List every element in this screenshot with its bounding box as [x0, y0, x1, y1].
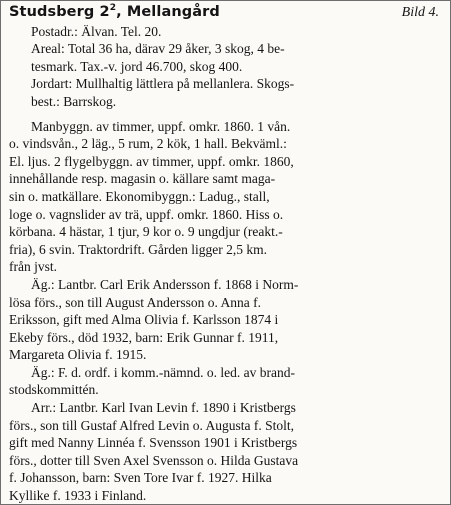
text-line: Eriksson, gift med Alma Olivia f. Karlsson 1874 i — [9, 312, 279, 328]
text-line: Ekeby förs., död 1932, barn: Erik Gunnar f. 1911, — [9, 329, 279, 345]
owner-paragraph — [9, 276, 442, 364]
text-line: från jvst. — [9, 259, 57, 275]
text-line: Areal: Total 36 ha, därav 29 åker, 3 skog, 4 be- — [31, 41, 285, 57]
text-line: Arr.: Lantbr. Karl Ivan Levin f. 1890 i Kristbergs — [31, 400, 296, 416]
soil-paragraph — [9, 75, 442, 110]
text-line: förs., dotter till Sven Axel Svensson o. Hilda Gustava — [9, 452, 299, 468]
text-line: innehållande resp. magasin o. källare samt maga- — [9, 171, 276, 187]
text-line: o. vindsvån., 2 läg., 5 rum, 2 kök, 1 hall. Bekväml.: — [9, 136, 287, 152]
owner-offices-paragraph — [9, 364, 442, 399]
title-superscript: 2 — [109, 3, 117, 14]
text-line: tesmark. Tax.-v. jord 46.700, skog 400. — [31, 58, 243, 74]
text-line: körbana. 4 hästar, 1 tjur, 9 kor o. 9 ungdjur (reakt.- — [9, 224, 283, 240]
entry-title — [9, 4, 220, 22]
text-line: gift med Nanny Linnéa f. Svensson 1901 i Kristbergs — [9, 435, 298, 451]
text-line: förs., son till Gustaf Alfred Levin o. Augusta f. Stolt, — [9, 417, 294, 433]
text-line: sin o. matkällare. Ekonomibyggn.: Ladug., stall, — [9, 188, 270, 204]
entry-header — [9, 4, 442, 22]
area-paragraph — [9, 40, 442, 75]
tenant-paragraph — [9, 399, 442, 505]
text-line: Margareta Olivia f. 1915. — [9, 347, 147, 363]
text-line: f. Johansson, barn: Sven Tore Ivar f. 1927. Hilka — [9, 470, 272, 486]
postal-address — [9, 23, 442, 41]
text-line: stodskommittén. — [9, 382, 99, 398]
text-line: Jordart: Mullhaltig lättlera på mellanlera. Skogs- — [31, 76, 295, 92]
text-line: Kyllike f. 1933 i Finland. — [9, 488, 147, 504]
text-line: Äg.: F. d. ordf. i komm.-nämnd. o. led. av brand- — [31, 364, 296, 380]
text-line: El. ljus. 2 flygelbyggn. av timmer, uppf. omkr. 1860, — [9, 153, 294, 169]
picture-reference: Bild 4. — [401, 5, 439, 20]
title-name: Studsberg 2 — [9, 4, 110, 20]
text-line: Äg.: Lantbr. Carl Erik Andersson f. 1868 i Norm- — [31, 276, 299, 292]
text-line: fria), 6 svin. Traktordrift. Gården ligger 2,5 km. — [9, 241, 267, 257]
text-line: lösa förs., son till August Andersson o. Anna f. — [9, 294, 261, 310]
text-line: loge o. vagnslider av trä, uppf. omkr. 1860. Hiss o. — [9, 206, 284, 222]
text-line: best.: Barrskog. — [31, 93, 117, 109]
text-line: Manbyggn. av timmer, uppf. omkr. 1860. 1 vån. — [31, 118, 291, 134]
buildings-paragraph — [9, 118, 442, 276]
postal-address-text: Postadr.: Älvan. Tel. 20. — [31, 23, 162, 39]
title-suffix: , Mellangård — [116, 4, 220, 20]
